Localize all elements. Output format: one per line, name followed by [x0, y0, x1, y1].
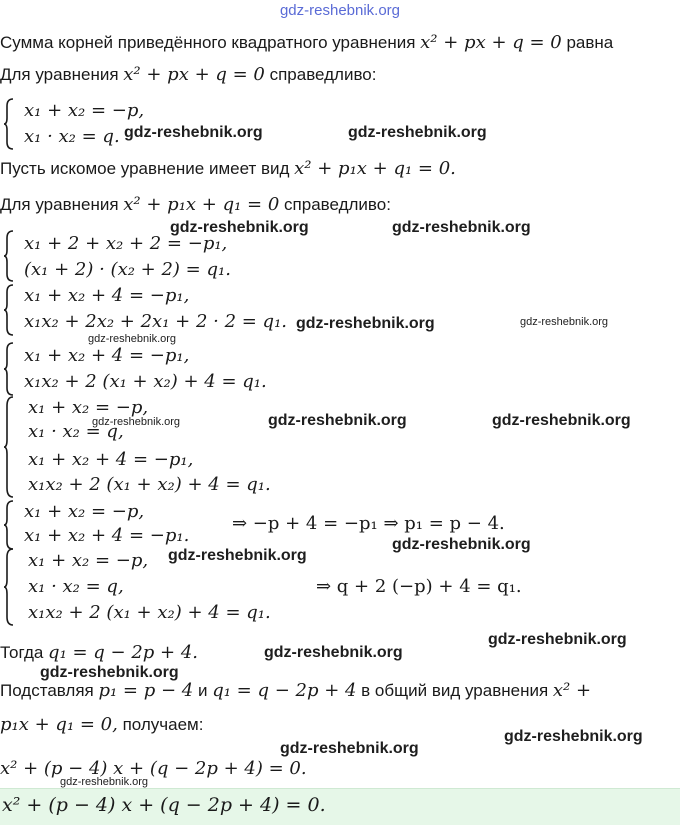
watermark: gdz-reshebnik.org: [488, 631, 627, 648]
system-row: x₁ + x₂ = −p,: [28, 550, 149, 571]
equation-p1: p₁ = p − 4: [98, 680, 194, 701]
statement-tail: равна: [561, 33, 614, 52]
watermark: gdz-reshebnik.org: [168, 547, 307, 564]
watermark: gdz-reshebnik.org: [504, 728, 643, 745]
left-brace-icon: [3, 284, 13, 336]
statement-text: Для уравнения: [0, 195, 124, 214]
system-row: x₁x₂ + 2 (x₁ + x₂) + 4 = q₁.: [28, 602, 271, 623]
equation-general: p₁x + q₁ = 0,: [0, 714, 118, 735]
statement-tail: получаем:: [117, 715, 204, 734]
statement-text: в общий вид уравнения: [356, 681, 553, 700]
watermark: gdz-reshebnik.org: [60, 776, 149, 788]
statement-line-2: [0, 64, 377, 86]
system-row: x₁x₂ + 2 (x₁ + x₂) + 4 = q₁.: [24, 371, 267, 392]
watermark: gdz-reshebnik.org: [92, 416, 181, 428]
statement-text: Подставляя: [0, 681, 99, 700]
left-brace-icon: [3, 342, 13, 396]
watermark: gdz-reshebnik.org: [264, 644, 403, 661]
watermark: gdz-reshebnik.org: [268, 412, 407, 429]
equation-target: x² + p₁x + q₁ = 0.: [294, 158, 456, 179]
system-row: x₁ + x₂ + 4 = −p₁.: [24, 525, 190, 546]
system-6: [0, 500, 680, 550]
left-brace-icon: [3, 396, 13, 498]
statement-text: Пусть искомое уравнение имеет вид: [0, 159, 295, 178]
left-brace-icon: [3, 98, 13, 150]
statement-text: Тогда: [0, 643, 49, 662]
system-row: x₁ · x₂ = q,: [28, 576, 124, 597]
watermark: gdz-reshebnik.org: [392, 219, 531, 236]
statement-line-7: [0, 714, 203, 736]
statement-line-8: [0, 758, 307, 780]
statement-text: Сумма корней приведённого квадратного уравнения: [0, 33, 421, 52]
statement-text: Для уравнения: [0, 65, 124, 84]
left-brace-icon: [3, 500, 13, 550]
statement-text: и: [193, 681, 213, 700]
watermark: gdz-reshebnik.org: [280, 740, 419, 757]
equation-q1: q₁ = q − 2p + 4.: [48, 642, 199, 663]
statement-line-1: [0, 32, 613, 54]
watermark: gdz-reshebnik.org: [392, 536, 531, 553]
watermark: gdz-reshebnik.org: [348, 124, 487, 141]
watermark: gdz-reshebnik.org: [296, 315, 435, 332]
equation-general: x² +: [552, 680, 592, 701]
watermark: gdz-reshebnik.org: [170, 219, 309, 236]
statement-tail: справедливо:: [279, 195, 391, 214]
implication: ⇒ −p + 4 = −p₁ ⇒ p₁ = p − 4.: [232, 513, 505, 534]
left-brace-icon: [3, 548, 13, 626]
system-row: x₁ + 2 + x₂ + 2 = −p₁,: [24, 233, 228, 254]
equation-result: x² + (p − 4) x + (q − 2p + 4) = 0.: [0, 758, 307, 779]
system-7: [0, 548, 680, 626]
system-row: x₁ + x₂ = −p,: [28, 397, 149, 418]
answer-equation: x² + (p − 4) x + (q − 2p + 4) = 0.: [2, 794, 326, 816]
system-row: x₁ + x₂ = −p,: [24, 501, 145, 522]
statement-line-5: [0, 642, 198, 664]
statement-line-3: [0, 158, 456, 180]
equation-target: x² + p₁x + q₁ = 0: [123, 194, 280, 215]
equation-quadratic: x² + px + q = 0: [420, 32, 562, 53]
system-row: x₁x₂ + 2 (x₁ + x₂) + 4 = q₁.: [28, 474, 271, 495]
equation-quadratic: x² + px + q = 0: [123, 64, 265, 85]
statement-line-6: [0, 680, 591, 702]
statement-tail: справедливо:: [264, 65, 377, 84]
left-brace-icon: [3, 230, 13, 282]
equation-q1: q₁ = q − 2p + 4: [212, 680, 357, 701]
system-row: x₁ + x₂ + 4 = −p₁,: [28, 449, 194, 470]
watermark: gdz-reshebnik.org: [40, 664, 179, 681]
system-row: x₁x₂ + 2x₂ + 2x₁ + 2 · 2 = q₁.: [24, 311, 288, 332]
implication: ⇒ q + 2 (−p) + 4 = q₁.: [316, 576, 522, 597]
system-row: x₁ · x₂ = q,: [28, 421, 124, 442]
watermark: gdz-reshebnik.org: [88, 333, 177, 345]
system-row: x₁ + x₂ + 4 = −p₁,: [24, 285, 190, 306]
watermark: gdz-reshebnik.org: [492, 412, 631, 429]
answer-box: [0, 788, 680, 825]
system-row: x₁ + x₂ + 4 = −p₁,: [24, 345, 190, 366]
watermark: gdz-reshebnik.org: [124, 124, 263, 141]
system-row: (x₁ + 2) · (x₂ + 2) = q₁.: [24, 259, 231, 280]
watermark: gdz-reshebnik.org: [520, 316, 609, 328]
system-row: x₁ + x₂ = −p,: [24, 100, 145, 121]
statement-line-4: [0, 194, 391, 216]
site-watermark-header[interactable]: gdz-reshebnik.org: [279, 2, 401, 19]
system-row: x₁ · x₂ = q.: [24, 126, 120, 147]
